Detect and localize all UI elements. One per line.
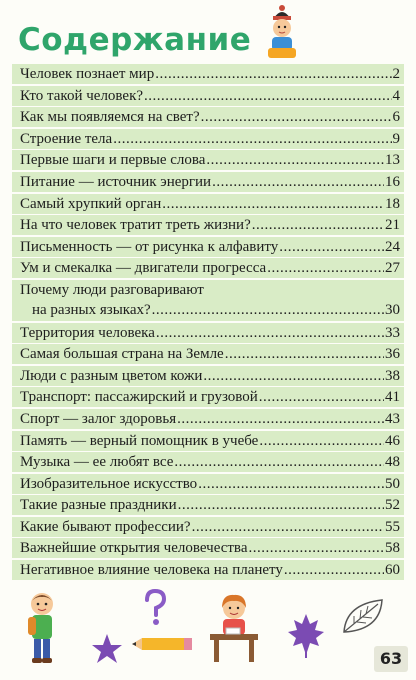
star-icon [90, 632, 124, 666]
toc-entry[interactable]: Как мы появляемся на свет? ..... 6 [12, 107, 404, 127]
leader-dots [144, 86, 391, 106]
toc-page-number: 33 [385, 324, 400, 341]
leader-dots [252, 215, 384, 235]
toc-page-number: 48 [385, 454, 400, 471]
toc-entry[interactable]: Строение тела ..... 9 [12, 129, 404, 149]
toc-page-number: 18 [385, 195, 400, 212]
maple-leaf-icon [286, 612, 326, 658]
toc-page-number: 43 [385, 410, 400, 427]
leader-dots [155, 64, 391, 84]
child-with-hat-illustration [262, 4, 302, 60]
toc-entry[interactable]: Негативное влияние человека на планету ..... 60 [12, 560, 404, 580]
toc-entry[interactable]: Такие разные праздники ..... 52 [12, 495, 404, 515]
toc-entry[interactable]: Первые шаги и первые слова ..... 13 [12, 150, 404, 170]
leader-dots [174, 452, 384, 472]
leader-dots [156, 323, 384, 343]
leader-dots [201, 107, 392, 127]
toc-entry[interactable]: Письменность — от рисунка к алфавиту ..... 24 [12, 237, 404, 257]
leader-dots [113, 129, 391, 149]
toc-entry[interactable]: Какие бывают профессии? ..... 55 [12, 517, 404, 537]
toc-entry[interactable]: Ум и смекалка — двигатели прогресса ..... 27 [12, 258, 404, 278]
toc-page-number: 24 [385, 238, 400, 255]
toc-page-number: 4 [392, 87, 400, 104]
toc-entry[interactable]: Территория человека ..... 33 [12, 323, 404, 343]
toc-page-number: 55 [385, 518, 400, 535]
toc-page-number: 13 [385, 152, 400, 169]
toc-entry[interactable]: Транспорт: пассажирский и грузовой ..... 41 [12, 387, 404, 407]
toc-entry[interactable]: Изобразительное искусство ..... 50 [12, 474, 404, 494]
toc-entry[interactable]: Самый хрупкий орган ..... 18 [12, 194, 404, 214]
leader-dots [279, 237, 384, 257]
toc-entry[interactable]: Кто такой человек? ..... 4 [12, 86, 404, 106]
toc-page-number: 36 [385, 346, 400, 363]
toc-entry[interactable]: Самая большая страна на Земле ..... 36 [12, 344, 404, 364]
toc-entry[interactable]: Люди с разным цветом кожи ..... 38 [12, 366, 404, 386]
toc-entry[interactable]: Человек познает мир ..... 2 [12, 64, 404, 84]
leader-dots [267, 258, 384, 278]
toc-page-number: 9 [392, 130, 400, 147]
toc-page-number: 16 [385, 173, 400, 190]
toc-page-number: 27 [385, 260, 400, 277]
table-of-contents [12, 64, 404, 582]
toc-entry[interactable]: На что человек тратит треть жизни? ..... 21 [12, 215, 404, 235]
leader-dots [259, 431, 384, 451]
toc-entry[interactable]: Почему люди разговаривают на разных языках? ..... 30 [12, 280, 404, 321]
toc-entry[interactable]: Память — верный помощник в учебе ..... 46 [12, 431, 404, 451]
leaf-icon [340, 596, 386, 636]
page-title: Содержание [18, 22, 252, 58]
leader-dots [152, 300, 384, 320]
leader-dots [162, 194, 384, 214]
leader-dots [225, 344, 384, 364]
toc-page-number: 21 [385, 217, 400, 234]
leader-dots [192, 517, 384, 537]
girl-at-desk-illustration [206, 592, 262, 664]
leader-dots [248, 538, 384, 558]
toc-page-number: 30 [385, 301, 400, 318]
boy-with-backpack-illustration [22, 590, 62, 666]
leader-dots [212, 172, 384, 192]
leader-dots [259, 387, 384, 407]
toc-entry[interactable]: Важнейшие открытия человечества ..... 58 [12, 538, 404, 558]
toc-page-number: 46 [385, 432, 400, 449]
leader-dots [203, 366, 384, 386]
question-mark-icon [140, 588, 170, 628]
toc-page-number: 38 [385, 367, 400, 384]
toc-entry[interactable]: Музыка — ее любят все ..... 48 [12, 452, 404, 472]
pencil-icon [132, 636, 194, 652]
toc-page-number: 41 [385, 389, 400, 406]
toc-page-number: 2 [392, 66, 400, 82]
leader-dots [178, 495, 384, 515]
leader-dots [284, 560, 384, 580]
toc-entry[interactable]: Спорт — залог здоровья ..... 43 [12, 409, 404, 429]
toc-page-number: 60 [385, 562, 400, 579]
toc-page-number: 58 [385, 540, 400, 557]
toc-page-number: 6 [392, 109, 400, 126]
leader-dots [206, 150, 384, 170]
leader-dots [198, 474, 384, 494]
toc-entry[interactable]: Питание — источник энергии ..... 16 [12, 172, 404, 192]
page-number: 63 [374, 646, 408, 672]
leader-dots [177, 409, 384, 429]
toc-page-number: 52 [385, 497, 400, 514]
toc-page-number: 50 [385, 475, 400, 492]
